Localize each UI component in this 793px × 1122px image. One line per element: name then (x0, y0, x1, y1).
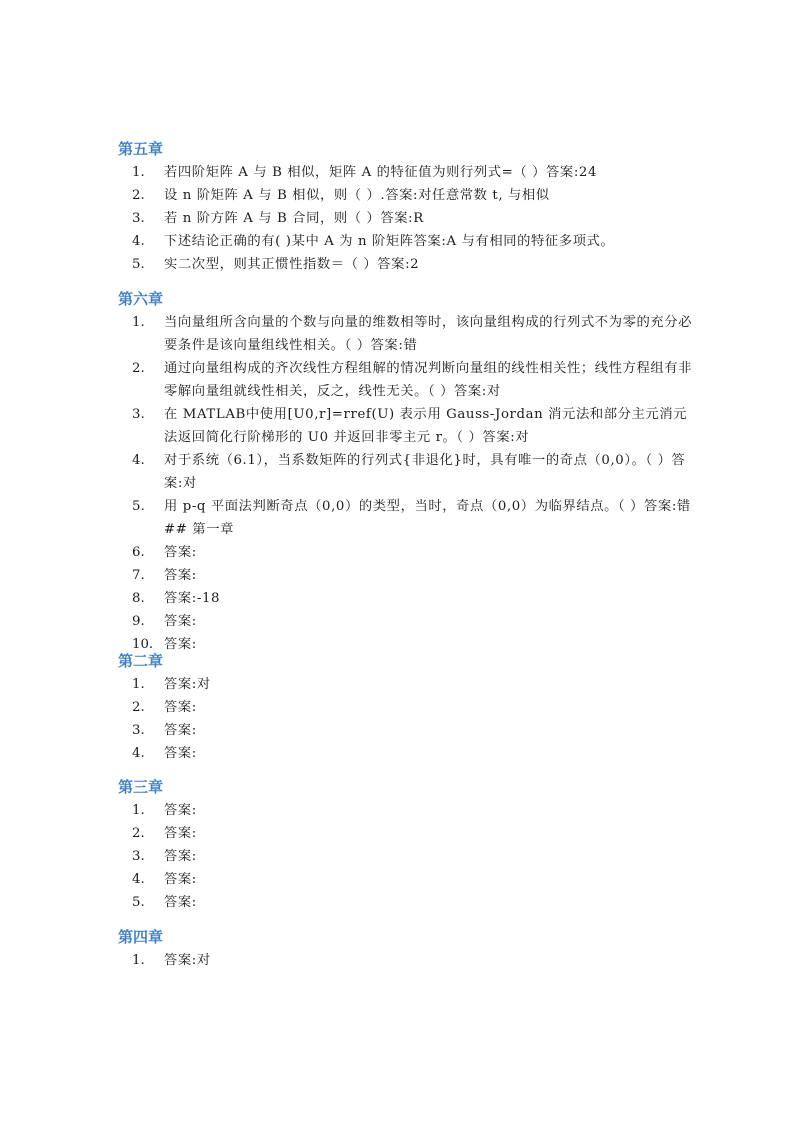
chapter-heading: 第四章 (118, 928, 164, 946)
item-text: 对于系统（6.1），当系数矩阵的行列式{非退化}时，具有唯一的奇点（0,0）。（ ）答案:对 (164, 453, 686, 491)
item-number: 9. (132, 614, 145, 629)
item-number: 1. (132, 803, 145, 818)
question-list (118, 799, 698, 914)
list-item (118, 587, 698, 610)
item-text: 答案: (164, 872, 197, 887)
item-text: 答案: (164, 637, 197, 652)
item-text: 答案: (164, 826, 197, 841)
item-number: 1. (132, 315, 145, 330)
list-item (118, 868, 698, 891)
item-text: 答案: (164, 614, 197, 629)
item-text: 答案: (164, 746, 197, 761)
item-text: 当向量组所含向量的个数与向量的维数相等时，该向量组构成的行列式不为零的充分必要条件是该向量组线性相关。（ ）答案:错 (164, 315, 693, 353)
list-item (118, 207, 698, 230)
list-item (118, 541, 698, 564)
chapter-section (118, 137, 698, 276)
list-item (118, 891, 698, 914)
item-text: 若四阶矩阵 A 与 B 相似，矩阵 A 的特征值为则行列式=（ ）答案:24 (164, 165, 598, 180)
item-text: 通过向量组构成的齐次线性方程组解的情况判断向量组的线性相关性；线性方程组有非零解向量组就线性相关，反之，线性无关。（ ）答案:对 (164, 361, 693, 399)
item-text: 答案:-18 (164, 591, 221, 606)
list-item (118, 822, 698, 845)
item-text: 用 p-q 平面法判断奇点（0,0）的类型，当时，奇点（0,0）为临界结点。（ ）答案:错 ## 第一章 (164, 499, 691, 537)
list-item (118, 696, 698, 719)
question-list (118, 311, 698, 656)
question-list (118, 673, 698, 765)
item-number: 1. (132, 165, 145, 180)
list-item (118, 311, 698, 357)
chapter-heading: 第六章 (118, 290, 164, 308)
item-text: 答案:对 (164, 953, 211, 968)
item-number: 3. (132, 407, 145, 422)
item-text: 答案: (164, 895, 197, 910)
item-number: 5. (132, 499, 145, 514)
item-text: 答案: (164, 568, 197, 583)
item-number: 4. (132, 453, 145, 468)
list-item (118, 742, 698, 765)
item-number: 5. (132, 257, 145, 272)
item-number: 7. (132, 568, 145, 583)
item-number: 2. (132, 188, 145, 203)
item-text: 实二次型，则其正惯性指数＝（ ）答案:2 (164, 257, 420, 272)
item-number: 3. (132, 849, 145, 864)
item-text: 答案:对 (164, 677, 211, 692)
chapter-section (118, 775, 698, 914)
item-text: 设 n 阶矩阵 A 与 B 相似，则（ ）.答案:对任意常数 t, 与相似 (164, 188, 550, 203)
chapter-section (118, 925, 698, 972)
item-number: 2. (132, 826, 145, 841)
item-text: 答案: (164, 849, 197, 864)
list-item (118, 673, 698, 696)
list-item (118, 253, 698, 276)
item-number: 10. (132, 637, 154, 652)
list-item (118, 230, 698, 253)
item-number: 4. (132, 872, 145, 887)
list-item (118, 845, 698, 868)
chapter-heading: 第五章 (118, 140, 164, 158)
item-text: 答案: (164, 545, 197, 560)
question-list (118, 949, 698, 972)
chapter-heading: 第二章 (118, 652, 164, 670)
item-number: 5. (132, 895, 145, 910)
list-item (118, 799, 698, 822)
item-number: 3. (132, 211, 145, 226)
list-item (118, 564, 698, 587)
item-text: 在 MATLAB中使用[U0,r]=rref(U) 表示用 Gauss-Jordan 消元法和部分主元消元法返回简化行阶梯形的 U0 并返回非零主元 r。（ ）答案:对 (164, 407, 688, 445)
list-item (118, 719, 698, 742)
item-number: 2. (132, 361, 145, 376)
chapter-heading: 第三章 (118, 778, 164, 796)
list-item (118, 449, 698, 495)
item-number: 3. (132, 723, 145, 738)
item-text: 答案: (164, 803, 197, 818)
item-text: 若 n 阶方阵 A 与 B 合同，则（ ）答案:R (164, 211, 424, 226)
item-number: 1. (132, 677, 145, 692)
list-item (118, 161, 698, 184)
item-number: 1. (132, 953, 145, 968)
item-text: 下述结论正确的有( )某中 A 为 n 阶矩阵答案:A 与有相同的特征多项式。 (164, 234, 615, 249)
list-item (118, 495, 698, 541)
item-text: 答案: (164, 723, 197, 738)
list-item (118, 949, 698, 972)
item-number: 2. (132, 700, 145, 715)
list-item (118, 357, 698, 403)
question-list (118, 161, 698, 276)
item-number: 6. (132, 545, 145, 560)
item-text: 答案: (164, 700, 197, 715)
list-item (118, 403, 698, 449)
chapter-section (118, 649, 698, 765)
list-item (118, 610, 698, 633)
item-number: 8. (132, 591, 145, 606)
list-item (118, 184, 698, 207)
chapter-section (118, 287, 698, 656)
item-number: 4. (132, 746, 145, 761)
item-number: 4. (132, 234, 145, 249)
